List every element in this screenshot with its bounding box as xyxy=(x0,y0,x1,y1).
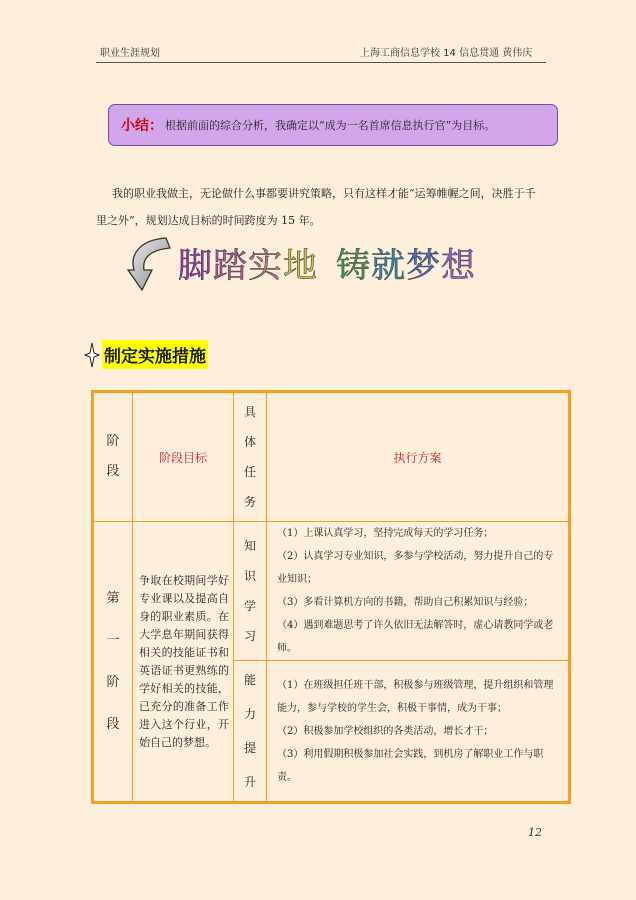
slogan-char: 地 xyxy=(283,245,318,286)
slogan-char: 实 xyxy=(248,245,283,286)
task-char: 提 xyxy=(243,741,256,755)
task-char: 习 xyxy=(243,629,256,643)
plan-item: （1）在班级担任班干部，积极参与班级管理，提升组织和管理能力，参与学校的学生会，积极干事情，成为干事； xyxy=(277,679,554,714)
header-rule xyxy=(96,62,546,63)
stage-char: 一 xyxy=(106,632,120,648)
table-header-row xyxy=(93,392,570,522)
slogan-char: 就 xyxy=(371,245,406,286)
plan-item: （3）利用假期积极参加社会实践，到机房了解职业工作与职责。 xyxy=(277,748,544,783)
slogan-char: 想 xyxy=(441,245,476,286)
stage-char: 第 xyxy=(106,590,120,606)
plan-item: （1）上课认真学习，坚持完成每天的学习任务； xyxy=(277,528,494,539)
header-stage xyxy=(93,392,133,522)
task-char: 学 xyxy=(243,599,256,613)
header-task-char: 具 xyxy=(243,405,256,419)
task-cell xyxy=(234,522,267,661)
summary-label: 小结： xyxy=(121,118,163,134)
goal-cell: 争取在校期间学好专业课以及提高自身的职业素质。在大学息年期间获得相关的技能证书和英语证书更熟练的学好相关的技能，已充分的准备工作进入这个行业，开始自己的梦想。 xyxy=(133,522,234,803)
header-task xyxy=(234,392,267,522)
intro-paragraph: 我的职业我做主，无论做什么事都要讲究策略，只有这样才能“运筹帷幄之间，决胜于千里之外”，规划达成目标的时间跨度为 15 年。 xyxy=(96,187,536,227)
plan-item: （2）积极参加学校组织的各类活动，增长才干； xyxy=(277,725,494,737)
summary-text: 根据前面的综合分析，我确定以“成为一名首席信息执行官”为目标。 xyxy=(165,119,496,132)
header-goal: 阶段目标 xyxy=(133,392,234,522)
header-plan: 执行方案 xyxy=(267,392,570,522)
summary-box xyxy=(108,104,558,146)
header-left: 职业生涯规划 xyxy=(100,48,160,59)
header-task-char: 务 xyxy=(243,495,256,509)
task-char: 升 xyxy=(243,775,256,789)
task-char: 知 xyxy=(243,539,256,553)
stage-char: 阶 xyxy=(106,674,120,690)
curved-arrow-icon xyxy=(126,234,176,292)
plan-cell xyxy=(267,522,570,661)
header-stage-char: 段 xyxy=(106,464,120,479)
slogan-char: 踏 xyxy=(213,245,248,286)
header-task-char: 体 xyxy=(243,435,256,449)
plan-item: （3）多看计算机方向的书籍，帮助自己积累知识与经验； xyxy=(277,597,534,608)
header-task-char: 任 xyxy=(243,465,256,479)
page-number: 12 xyxy=(528,826,542,839)
task-char: 识 xyxy=(243,569,256,583)
slogan xyxy=(178,240,518,284)
task-char: 力 xyxy=(243,707,256,721)
plan-table xyxy=(91,390,571,804)
table-row xyxy=(93,522,570,661)
plan-item: （4）遇到难题思考了许久依旧无法解答时，虚心请教同学或老师。 xyxy=(277,620,554,654)
header-stage-char: 阶 xyxy=(106,434,120,449)
task-cell xyxy=(234,661,267,803)
slogan-char: 梦 xyxy=(406,245,441,286)
slogan-char: 脚 xyxy=(178,245,213,286)
plan-item: （2）认真学习专业知识，多参与学校活动，努力提升自己的专业知识； xyxy=(277,551,554,585)
stage-char: 段 xyxy=(106,716,120,732)
section-heading xyxy=(84,340,208,369)
slogan-char: 铸 xyxy=(336,245,371,286)
header-right: 上海工商信息学校 14 信息贯通 黄伟庆 xyxy=(360,48,533,59)
section-title: 制定实施措施 xyxy=(102,340,208,369)
task-char: 能 xyxy=(243,673,256,687)
sparkle-icon xyxy=(84,342,100,368)
plan-cell xyxy=(267,661,570,803)
stage-cell xyxy=(93,522,133,803)
